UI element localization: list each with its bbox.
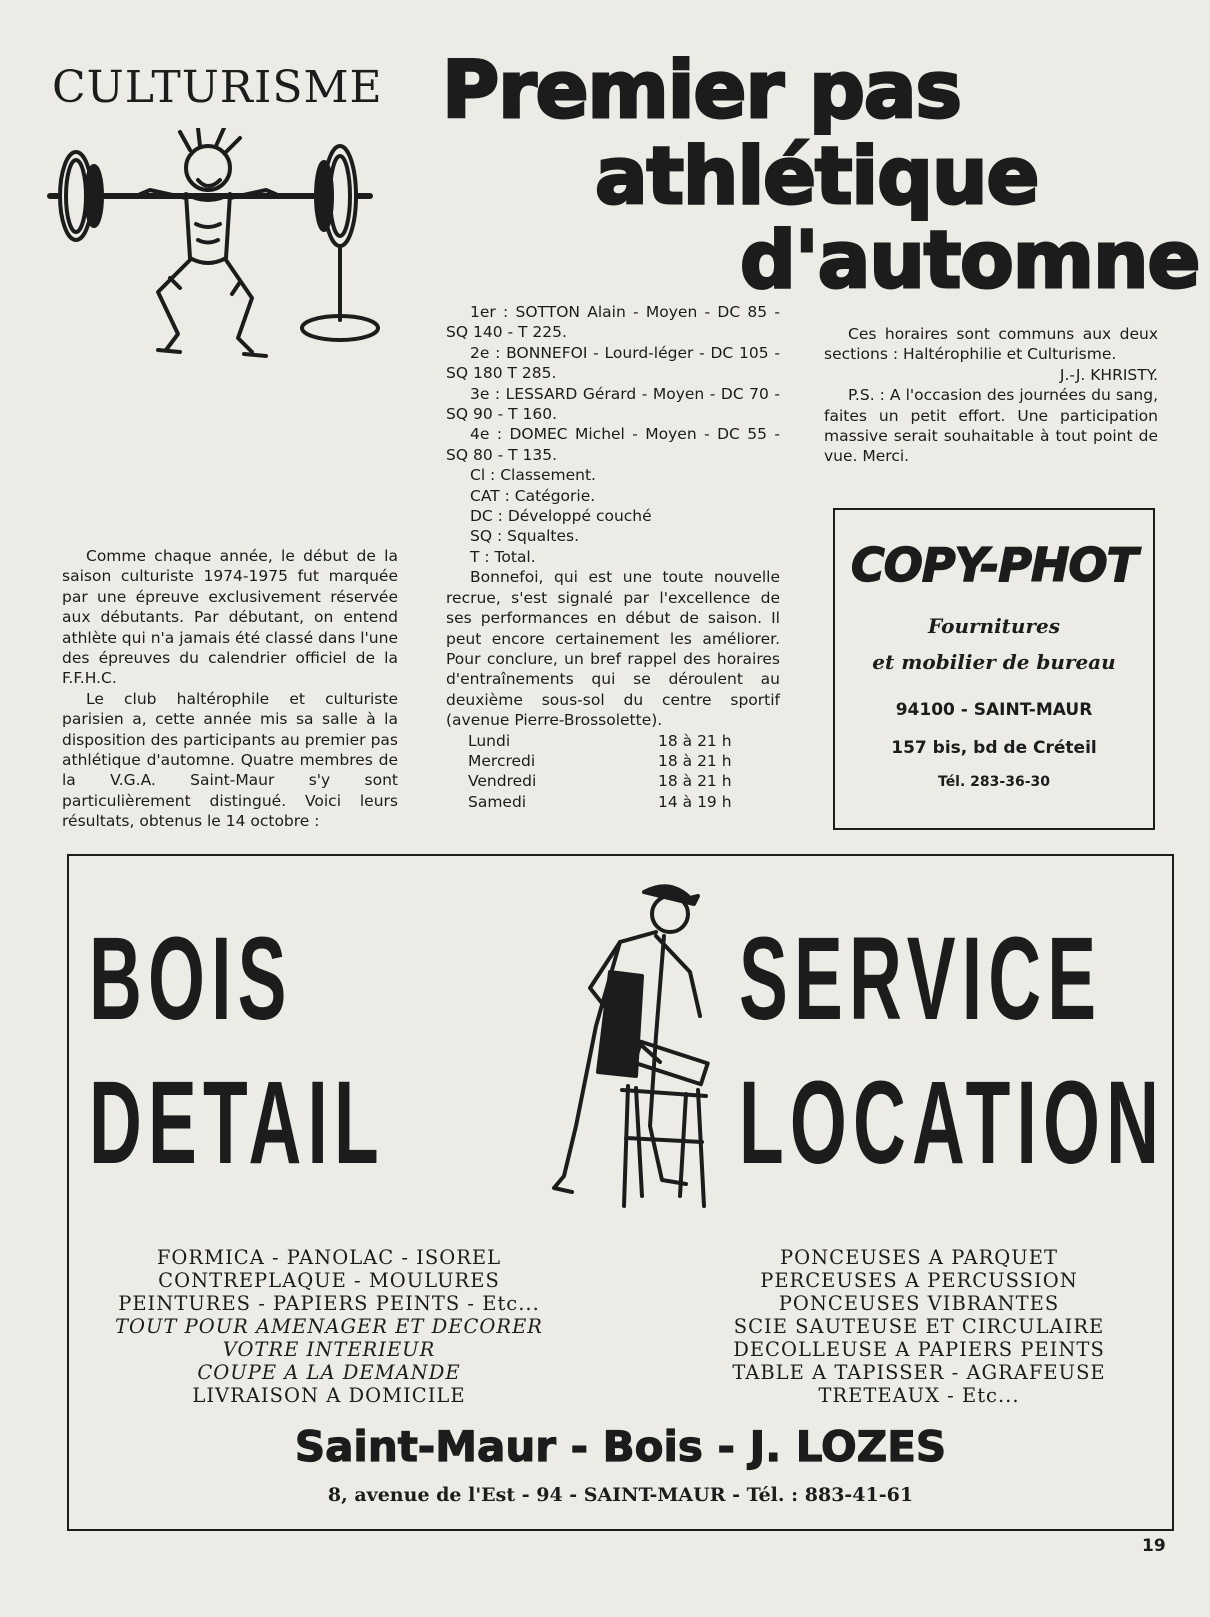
copyphot-phone: Tél. 283-36-30 bbox=[938, 774, 1050, 790]
copyphot-city: 94100 - SAINT-MAUR bbox=[895, 700, 1093, 720]
abbreviation-legend bbox=[446, 465, 780, 567]
legend-item: SQ : Squaltes. bbox=[470, 527, 580, 546]
schedule-row: Vendredi 18 à 21 h bbox=[468, 772, 732, 791]
intro-paragraph-2: Le club haltérophile et culturiste parisien a, cette année mis sa salle à la disposition des participants au premier pas athlétique d'automne. Quatre membres de la V.G.A. Saint-Maur s'y sont particulièrement distingué. Voici leurs résultats, obtenus le 14 octobre : bbox=[62, 689, 398, 831]
copyphot-tagline-1: Fournitures bbox=[928, 614, 1060, 638]
legend-item: CAT : Catégorie. bbox=[470, 486, 596, 505]
products-list-item: FORMICA - PANOLAC - ISOREL bbox=[156, 1246, 502, 1269]
products-list-item: COUPE A LA DEMANDE bbox=[197, 1361, 461, 1384]
article-column-2 bbox=[446, 302, 780, 812]
rental-list-item: DECOLLEUSE A PAPIERS PEINTS bbox=[733, 1338, 1105, 1361]
legend-item: T : Total. bbox=[470, 547, 536, 566]
headline-line-3: d'automne bbox=[740, 216, 1200, 306]
article-column-1 bbox=[62, 546, 398, 832]
ad-word-bois: BOIS bbox=[89, 913, 293, 1045]
products-list-item: LIVRAISON A DOMICILE bbox=[192, 1384, 466, 1407]
copyphot-tagline-2: et mobilier de bureau bbox=[872, 650, 1116, 674]
schedule-row: Mercredi 18 à 21 h bbox=[468, 751, 732, 770]
copyphot-address: 157 bis, bd de Créteil bbox=[891, 738, 1097, 758]
rental-list-item: PONCEUSES A PARQUET bbox=[780, 1246, 1058, 1269]
company-address: 8, avenue de l'Est - 94 - SAINT-MAUR - Tél. : 883-41-61 bbox=[327, 1484, 914, 1506]
headline-line-2: athlétique bbox=[595, 132, 1039, 222]
carpenter-illustration bbox=[524, 876, 744, 1216]
weightlifter-illustration bbox=[40, 128, 400, 380]
postscript: P.S. : A l'occasion des journées du sang, faites un petit effort. Une participation massive serait souhaitable à tout point de vue. Merci. bbox=[824, 386, 1158, 466]
section-rubric: CULTURISME bbox=[52, 62, 383, 113]
ad-word-location: LOCATION bbox=[739, 1057, 1166, 1189]
schedule-row: Lundi 18 à 21 h bbox=[468, 731, 732, 750]
intro-paragraph-1: Comme chaque année, le début de la saison culturiste 1974-1975 fut marquée par une épreuve exclusivement réservée aux débutants. Par débutant, on entend athlète qui n'a jamais été classé dans l'une des épreuves du calendrier officiel de la F.F.H.C. bbox=[62, 547, 398, 688]
result-3: 3e : LESSARD Gérard - Moyen - DC 70 - SQ 90 - T 160. bbox=[446, 384, 780, 424]
bois-service-advertisement bbox=[67, 854, 1174, 1531]
result-1: 1er : SOTTON Alain - Moyen - DC 85 - SQ 140 - T 225. bbox=[446, 303, 780, 342]
products-list-item: TOUT POUR AMENAGER ET DECORER bbox=[115, 1315, 543, 1338]
rental-list bbox=[689, 1246, 1149, 1407]
result-4: 4e : DOMEC Michel - Moyen - DC 55 - SQ 80 - T 135. bbox=[446, 425, 780, 464]
rental-list-item: PONCEUSES VIBRANTES bbox=[778, 1292, 1060, 1315]
rental-list-item: PERCEUSES A PERCUSSION bbox=[760, 1269, 1078, 1292]
copyphot-advertisement bbox=[833, 508, 1155, 830]
legend-item: DC : Développé couché bbox=[470, 507, 652, 526]
result-2: 2e : BONNEFOI - Lourd-léger - DC 105 - SQ 180 T 285. bbox=[446, 343, 780, 383]
company-name: Saint-Maur - Bois - J. LOZES bbox=[294, 1422, 947, 1471]
schedule-note: Ces horaires sont communs aux deux sections : Haltérophilie et Culturisme. bbox=[824, 325, 1158, 364]
rental-list-item: TABLE A TAPISSER - AGRAFEUSE bbox=[732, 1361, 1106, 1384]
rental-list-item: SCIE SAUTEUSE ET CIRCULAIRE bbox=[733, 1315, 1105, 1338]
schedule-row: Samedi 14 à 19 h bbox=[468, 792, 732, 811]
training-schedule bbox=[446, 731, 780, 813]
article-column-3 bbox=[824, 324, 1158, 467]
products-list-item: PEINTURES - PAPIERS PEINTS - Etc... bbox=[118, 1292, 540, 1315]
copyphot-logo: COPY-PHOT bbox=[851, 538, 1137, 592]
headline-line-1: Premier pas bbox=[442, 46, 961, 136]
ad-word-detail: DETAIL bbox=[89, 1057, 385, 1189]
page-number: 19 bbox=[1142, 1536, 1166, 1556]
bonnefoi-paragraph: Bonnefoi, qui est une toute nouvelle recrue, s'est signalé par l'excellence de ses performances en début de saison. Il peut encore certainement les améliorer. Pour conclure, un bref rappel des horaires d'entraînements qui se déroulent au deuxième sous-sol du centre sportif (avenue Pierre-Brossolette). bbox=[446, 568, 780, 730]
author-signature: J.-J. KHRISTY. bbox=[1059, 365, 1158, 384]
legend-item: Cl : Classement. bbox=[470, 466, 596, 485]
products-list-item: CONTREPLAQUE - MOULURES bbox=[158, 1269, 500, 1292]
products-list-item: VOTRE INTERIEUR bbox=[222, 1338, 436, 1361]
ad-word-service: SERVICE bbox=[739, 913, 1103, 1045]
rental-list-item: TRETEAUX - Etc... bbox=[818, 1384, 1020, 1407]
products-list bbox=[89, 1246, 569, 1407]
